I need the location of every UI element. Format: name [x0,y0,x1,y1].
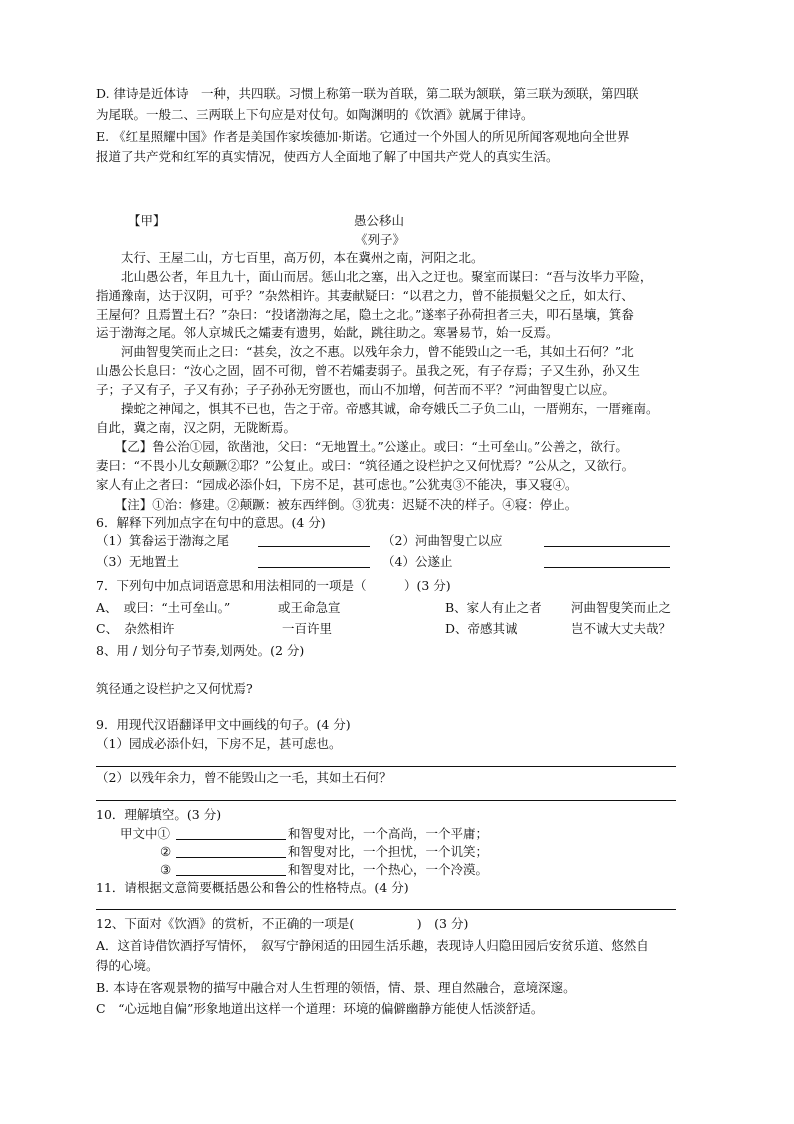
q8-stem: 8、用 / 划分句子节奏,划两处。(2 分) [96,643,305,658]
passage-jia-tag: 【甲】 [128,213,166,228]
q6-stem: 6．解释下列加点字在句中的意思。(4 分) [96,515,326,530]
q10-row-2-suffix: 和智叟对比，一个担忧，一个讥笑； [288,844,489,859]
q10-row-3-suffix: 和智叟对比，一个热心，一个冷漠。 [288,862,489,877]
q7-option-b-left[interactable]: B、家人有止之者 [445,600,542,615]
passage-jia-line: 操蛇之神闻之，惧其不已也，告之于帝。帝感其诚，命夸娥氏二子负二山，一厝朔东，一厝雍南。 [96,401,659,416]
q7-option-a-right: 或王命急宣 [278,600,341,615]
passage-jia-line: 子；子又有子，子又有孙；子子孙孙无穷匮也，而山不加增，何苦而不平？”河曲智叟亡以应。 [96,382,615,397]
q10-blank-1[interactable] [176,839,286,840]
q12-option-a-line1[interactable]: A．这首诗借饮酒抒写情怀， 叙写宁静闲适的田园生活乐趣，表现诗人归隐田园后安贫乐道、悠然自 [96,938,649,953]
passage-yi-note: 【注】①治：修建。②颠蹶：被东西绊倒。③犹夷：迟疑不决的样子。④寝：停止。 [96,497,578,512]
q10-row-1-prefix: 甲文中① [120,826,171,841]
q10-row-1-suffix: 和智叟对比，一个高尚，一个平庸； [288,826,489,841]
q6-answer-line-4[interactable] [544,567,670,568]
q11-answer-line[interactable] [96,909,676,910]
passage-jia-line: 北山愚公者，年且九十，面山而居。惩山北之塞，出入之迂也。聚室而谋曰：“吾与汝毕力平险， [96,269,653,284]
option-d-line2: 为尾联。一般二、三两联上下句应是对仗句。如陶渊明的《饮酒》就属于律诗。 [96,107,534,122]
passage-jia-line: 太行、王屋二山，方七百里，高万仞，本在冀州之南，河阳之北。 [96,250,484,265]
passage-jia-line: 指通豫南，达于汉阴，可乎？”杂然相许。其妻献疑曰：“以君之力，曾不能损魁父之丘，如太行、 [96,288,634,303]
q12-option-a-line2: 得的心境。 [96,958,159,973]
passage-jia-line: 山愚公长息曰：“汝心之固，固不可彻，曾不若孀妻弱子。虽我之死，有子存焉；子又生孙，孙又生 [96,363,640,378]
q8-sentence: 筑径通之设栏护之又何忧焉? [96,681,253,696]
q6-answer-line-2[interactable] [544,546,670,547]
q12-stem: 12、下面对《饮酒》的赏析，不正确的一项是( ) (3 分) [96,916,469,931]
q6-item-2: （2）河曲智叟亡以应 [382,533,503,548]
q6-answer-line-1[interactable] [258,546,370,547]
passage-jia-source: 《列子》 [355,232,406,247]
q9-answer-line-1[interactable] [96,766,676,767]
q10-stem: 10．理解填空。(3 分) [96,807,222,822]
passage-jia-line: 运于渤海之尾。邻人京城氏之孀妻有遗男，始龀，跳往助之。寒暑易节，始一反焉。 [96,325,559,340]
q10-row-2-prefix: ② [160,844,172,859]
passage-yi-line: 家人有止之者曰：“园成必添仆妇，下房不足，甚可虑也。”公犹夷③不能决，事又寝④。 [96,477,578,492]
q12-option-b[interactable]: B. 本诗在客观景物的描写中融合对人生哲理的领悟，情、景、理自然融合，意境深邃。 [96,980,576,995]
passage-yi-line: 妻曰：“不畏小儿女颠蹶②耶？”公复止。或曰：“筑径通之设栏护之又何忧焉？”公从之，又欲行。 [96,458,635,473]
q6-item-1: （1）箕畚运于渤海之尾 [96,533,229,548]
q10-row-3-prefix: ③ [160,862,172,877]
passage-jia-line: 自此，冀之南，汉之阴，无陇断焉。 [96,420,297,435]
passage-jia-line: 王屋何？且焉置土石？”杂曰：“投诸渤海之尾，隐土之北。”遂率子孙荷担者三夫，叩石垦壤，箕畚 [96,307,634,322]
q9-sentence-2: （2）以残年余力，曾不能毁山之一毛，其如土石何？ [96,770,392,785]
q9-stem: 9．用现代汉语翻译甲文中画线的句子。(4 分) [96,717,351,732]
q9-answer-line-2[interactable] [96,800,676,801]
passage-jia-title: 愚公移山 [354,213,405,228]
q6-item-3: （3）无地置土 [96,554,179,569]
q7-option-c-right: 一百许里 [282,621,333,636]
q10-blank-2[interactable] [176,857,286,858]
passage-yi-line: 【乙】鲁公治①园，欲凿池，父曰：“无地置土。”公遂止。或曰：“土可垒山。”公善之，欲行。 [96,439,628,454]
q12-option-c[interactable]: C “心远地自偏”形象地道出这样一个道理：环境的偏僻幽静方能使人恬淡舒适。 [96,1001,544,1016]
q11-stem: 11．请根据文意简要概括愚公和鲁公的性格特点。(4 分) [96,880,409,895]
q10-blank-3[interactable] [176,875,286,876]
q6-item-4: （4）公遂止 [382,554,453,569]
q7-stem: 7．下列句中加点词语意思和用法相同的一项是（ ）(3 分) [96,578,451,593]
q7-option-d-right: 岂不诚大丈夫哉？ [571,621,672,636]
option-e-line2: 报道了共产党和红军的真实情况，使西方人全面地了解了中国共产党人的真实生活。 [96,149,559,164]
q6-answer-line-3[interactable] [258,567,370,568]
q7-option-d-left[interactable]: D、帝感其诚 [445,621,518,636]
q7-option-a-left[interactable]: A、 或曰：“土可垒山。” [96,600,231,615]
q7-option-c-left[interactable]: C、 杂然相许 [96,621,175,636]
q7-option-b-right: 河曲智叟笑而止之 [571,600,672,615]
passage-jia-line: 河曲智叟笑而止之曰：“甚矣，汝之不惠。以残年余力，曾不能毁山之一毛，其如土石何？”北 [96,344,634,359]
option-e-line1: E. 《红星照耀中国》作者是美国作家埃德加·斯诺。它通过一个外国人的所见所闻客观地向全世界 [96,129,630,144]
option-d-line1: D. 律诗是近体诗 一种，共四联。习惯上称第一联为首联，第二联为颔联，第三联为颈联，第四联 [96,86,639,101]
q9-sentence-1: （1）园成必添仆妇，下房不足，甚可虑也。 [96,736,342,751]
